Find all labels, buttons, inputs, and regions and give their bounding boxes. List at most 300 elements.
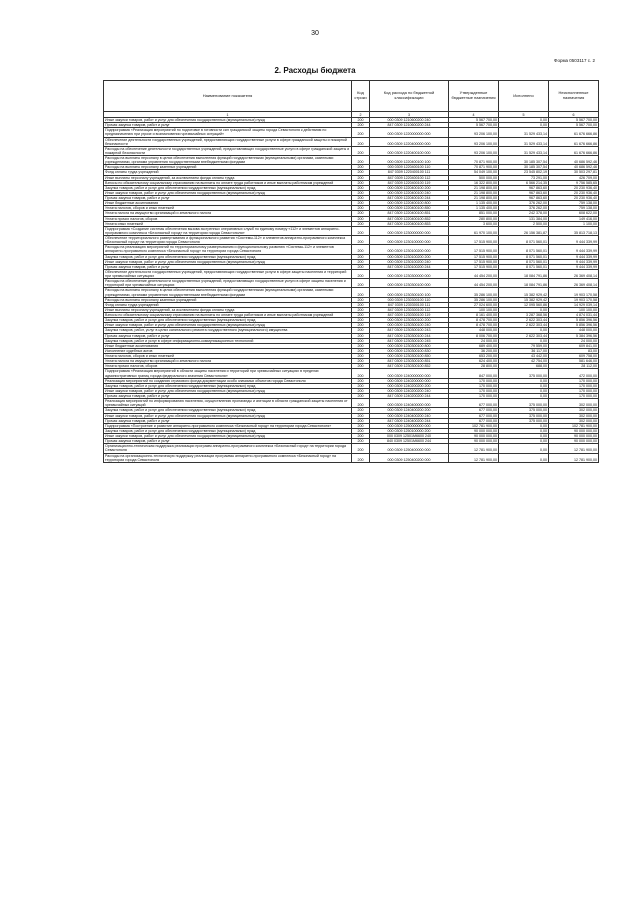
row-executed: 23 545 802,19 (499, 170, 549, 175)
row-line-code: 200 (352, 165, 370, 170)
row-line-code: 200 (352, 190, 370, 195)
row-name: Расходы на выплаты персоналу в целях обеспечения выполнения функций государственными (муниципальными) органами, казенными учреждениями, органами управления государственными внебюджетными фондами (104, 156, 352, 165)
row-budget-code: 000 0309 1240200200 240 (370, 388, 449, 393)
row-approved: 35 286 100,00 (449, 288, 499, 297)
row-line-code: 200 (352, 383, 370, 388)
row-budget-code: 000 0309 1230300100 800 (370, 343, 449, 348)
row-approved: 17 515 900,00 (449, 245, 499, 254)
row-executed: 18 084 791,86 (499, 279, 549, 288)
expenses-table (103, 80, 599, 463)
row-approved: 28 800,00 (449, 364, 499, 369)
row-budget-code: 840 0309 12501М6600 244 (370, 439, 449, 444)
row-line-code: 200 (352, 170, 370, 175)
row-budget-code: 847 0309 1220400100 119 (370, 180, 449, 185)
row-line-code: 200 (352, 439, 370, 444)
row-budget-code: 000 0309 1230100200 000 (370, 245, 449, 254)
row-name: Иные бюджетные ассигнования (104, 343, 352, 348)
row-name: Подпрограмма «Реализация мероприятий по подготовке в готовности сил гражданской защиты города Севастополя к действиям по предназначению при угрозе и возникновении чрезвычайных ситуаций» (104, 128, 352, 137)
table-row (104, 399, 599, 408)
row-line-code: 200 (352, 348, 370, 353)
row-line-code: 200 (352, 399, 370, 408)
row-line-code: 200 (352, 254, 370, 259)
row-line-code: 200 (352, 297, 370, 302)
row-approved: 61 970 100,00 (449, 226, 499, 235)
row-approved: 17 515 900,00 (449, 254, 499, 259)
row-unexecuted: 100 100,00 (549, 307, 599, 312)
row-budget-code: 000 0309 1220000000 000 (370, 128, 449, 137)
row-unexecuted: 170 000,00 (549, 383, 599, 388)
row-approved: 93 206 100,00 (449, 137, 499, 146)
row-executed: 8 071 560,01 (499, 264, 549, 269)
row-line-code: 200 (352, 128, 370, 137)
row-budget-code: 000 0309 1220400100 240 (370, 190, 449, 195)
table-row (104, 245, 599, 254)
row-approved: 17 515 900,00 (449, 259, 499, 264)
row-line-code: 200 (352, 364, 370, 369)
row-executed: 0,00 (499, 388, 549, 393)
row-executed: 8 071 560,01 (499, 245, 549, 254)
row-approved: 93 206 100,00 (449, 146, 499, 155)
row-unexecuted: 26 369 408,14 (549, 269, 599, 278)
row-approved: 8 478 700,00 (449, 323, 499, 328)
row-approved: 90 000 000,00 (449, 428, 499, 433)
row-executed: 31 529 433,14 (499, 137, 549, 146)
row-name: Уплата прочих налогов, сборов (104, 216, 352, 221)
row-executed: 31 529 433,14 (499, 146, 549, 155)
row-budget-code: 000 0309 1210600200 240 (370, 118, 449, 123)
row-unexecuted: 90 000 000,00 (549, 428, 599, 433)
row-budget-code: 000 0309 1230000000 000 (370, 226, 449, 235)
row-executed: 30 185 307,54 (499, 165, 549, 170)
row-budget-code: 000 0309 1220400100 800 (370, 201, 449, 206)
row-approved: 44 454 200,00 (449, 279, 499, 288)
row-budget-code: 847 0309 1220400100 853 (370, 221, 449, 226)
row-approved: 170 000,00 (449, 383, 499, 388)
row-line-code: 200 (352, 279, 370, 288)
row-name: Уплата иных платежей (104, 221, 352, 226)
header-approved: Утвержденные бюджетные назначения (449, 81, 499, 112)
row-unexecuted: 5 567 700,00 (549, 123, 599, 128)
row-unexecuted: 14 929 039,14 (549, 302, 599, 307)
row-unexecuted: 4 874 031,44 (549, 313, 599, 318)
row-budget-code: 847 0309 1230300100 245 (370, 338, 449, 343)
row-executed: 0,00 (499, 394, 549, 399)
row-executed: 967 863,60 (499, 196, 549, 201)
row-name: Иные закупки товаров, работ и услуг для обеспечения государственных (муниципальных) нужд (104, 190, 352, 195)
col-number: 3 (370, 112, 449, 118)
row-approved: 17 515 900,00 (449, 264, 499, 269)
row-budget-code: 000 0309 1250000000 000 (370, 423, 449, 428)
row-approved: 35 286 100,00 (449, 297, 499, 302)
row-budget-code: 000 0309 1220400100 100 (370, 156, 449, 165)
row-budget-code: 000 0309 1240200000 000 (370, 378, 449, 383)
row-approved: 677 000,00 (449, 418, 499, 423)
row-approved: 677 000,00 (449, 399, 499, 408)
row-approved: 100 100,00 (449, 307, 499, 312)
row-unexecuted: 20 230 936,40 (549, 185, 599, 190)
row-approved: 500 000,00 (449, 175, 499, 180)
row-unexecuted: 28 112,00 (549, 364, 599, 369)
row-executed: 242 378,00 (499, 211, 549, 216)
row-executed: 73 291,00 (499, 175, 549, 180)
row-unexecuted: 609 841,00 (549, 343, 599, 348)
row-line-code: 200 (352, 378, 370, 383)
row-approved: 653 200,00 (449, 354, 499, 359)
row-approved: 21 198 800,00 (449, 185, 499, 190)
row-unexecuted: 759 138,00 (549, 206, 599, 211)
row-approved: 17 515 900,00 (449, 236, 499, 245)
row-approved: 54 049 100,00 (449, 170, 499, 175)
row-name: Уплата налога на имущество организаций и земельного налога (104, 359, 352, 364)
row-unexecuted: 19 903 170,58 (549, 297, 599, 302)
row-unexecuted: 472 000,00 (549, 369, 599, 378)
row-name: Расходы на обеспечение деятельности государственных учреждений, предоставляющих государственные услуги в сфере гражданской защиты и пожарной безопасности (104, 146, 352, 155)
row-line-code: 200 (352, 369, 370, 378)
row-budget-code: 000 0309 1230300100 110 (370, 297, 449, 302)
row-unexecuted: 5 856 396,56 (549, 318, 599, 323)
row-name: Прочая закупка товаров, работ и услуг (104, 418, 352, 423)
row-approved: 12 781 900,00 (449, 444, 499, 453)
table-row (104, 137, 599, 146)
row-approved: 170 000,00 (449, 394, 499, 399)
row-approved: 8 006 700,00 (449, 333, 499, 338)
row-line-code: 200 (352, 185, 370, 190)
row-name: Иные закупки товаров, работ и услуг для обеспечения государственных (муниципальных) нужд (104, 388, 352, 393)
row-unexecuted: 759 138,00 (549, 201, 599, 206)
row-budget-code: 847 0309 1240200200 244 (370, 394, 449, 399)
row-line-code: 200 (352, 118, 370, 123)
row-name: Расходы на обеспечение деятельности государственных учреждений, предоставляющих государственные услуги в сфере защиты населения и территорий при чрезвычайных ситуациях (104, 279, 352, 288)
table-row (104, 453, 599, 462)
row-unexecuted: 83,00 (549, 348, 599, 353)
row-line-code: 200 (352, 428, 370, 433)
row-unexecuted: 170 000,00 (549, 378, 599, 383)
row-unexecuted: 581 646,00 (549, 359, 599, 364)
row-name: Закупка товаров, работ и услуг для обеспечения государственных (муниципальных) нужд (104, 318, 352, 323)
row-budget-code: 847 0309 1230300100 119 (370, 313, 449, 318)
row-unexecuted: 609 758,00 (549, 354, 599, 359)
row-line-code: 200 (352, 338, 370, 343)
row-unexecuted: 5 567 700,00 (549, 118, 599, 123)
row-name: Расходы на выплаты персоналу в целях обеспечения выполнения функций государственными (муниципальными) органами, казенными учреждениями, органами управления государственными внебюджетными фондами (104, 288, 352, 297)
row-unexecuted: 35 813 718,13 (549, 226, 599, 235)
row-name: Расходы на реализацию мероприятий по территориальному развертыванию и функциональному развитию «Системы-112» и элементов аппаратно-программного комплекса «Безопасный город» на территории города Севастополя (104, 245, 352, 254)
row-budget-code: 847 0309 1220400100 852 (370, 216, 449, 221)
row-name: Фонд оплаты труда учреждений (104, 302, 352, 307)
row-budget-code: 847 0309 1220400100 111 (370, 170, 449, 175)
row-executed: 43 442,00 (499, 354, 549, 359)
row-name: Иные закупки товаров, работ и услуг для обеспечения государственных (муниципальных) нужд (104, 434, 352, 439)
row-approved: 1 135 400,00 (449, 201, 499, 206)
row-budget-code: 847 0309 1230100200 244 (370, 264, 449, 269)
row-unexecuted: 102 781 900,00 (549, 423, 599, 428)
header-unexecuted: Неисполненные назначения (549, 81, 599, 112)
row-line-code: 200 (352, 245, 370, 254)
row-approved: 36 200,00 (449, 348, 499, 353)
row-unexecuted: 9 444 339,99 (549, 264, 599, 269)
header-name: Наименование показателя (104, 81, 352, 112)
row-line-code: 200 (352, 307, 370, 312)
row-unexecuted: 30 503 297,81 (549, 170, 599, 175)
row-budget-code: 847 0309 1230300100 244 (370, 333, 449, 338)
row-approved: 5 567 700,00 (449, 123, 499, 128)
row-budget-code: 000 0309 1230300100 200 (370, 318, 449, 323)
table-row (104, 146, 599, 155)
row-budget-code: 847 0309 1230300100 243 (370, 328, 449, 333)
row-executed: 2 622 303,44 (499, 323, 549, 328)
table-row (104, 369, 599, 378)
row-executed: 375 000,00 (499, 369, 549, 378)
row-executed: 0,00 (499, 439, 549, 444)
row-name: Иные закупки товаров, работ и услуг для обеспечения государственных (муниципальных) нужд (104, 323, 352, 328)
row-unexecuted: 90 000 000,00 (549, 434, 599, 439)
row-unexecuted: 149 416,00 (549, 216, 599, 221)
row-executed: 376 262,00 (499, 206, 549, 211)
row-budget-code: 000 0309 1250100000 200 (370, 428, 449, 433)
row-executed: 2 622 303,44 (499, 318, 549, 323)
row-name: Подпрограмма «Создание системы обеспечения вызова экстренных оперативных служб по единому номеру «112» и элементов аппаратно-программного комплекса «Безопасный город» на территории города Севастополя» (104, 226, 352, 235)
row-budget-code: 000 0309 1230100200 200 (370, 254, 449, 259)
row-line-code: 200 (352, 288, 370, 297)
row-budget-code: 000 0309 1230300100 100 (370, 288, 449, 297)
row-name: Закупка товаров, работ, услуг в целях капитального ремонта государственного (муниципального) имущества (104, 328, 352, 333)
row-unexecuted: 448 000,00 (549, 328, 599, 333)
row-line-code: 200 (352, 180, 370, 185)
col-number: 2 (352, 112, 370, 118)
row-executed: 375 000,00 (499, 408, 549, 413)
row-unexecuted: 12 781 900,00 (549, 453, 599, 462)
row-unexecuted: 170 000,00 (549, 394, 599, 399)
row-name: Организационно-техническая поддержка реализации программ аппаратно-программного комплекса «Безопасный город» на территории города Севастополя (104, 444, 352, 453)
row-budget-code: 000 0309 1220400100 110 (370, 165, 449, 170)
row-budget-code: 000 0309 1230300000 000 (370, 269, 449, 278)
row-name: Закупка товаров, работ и услуг для обеспечения государственных (муниципальных) нужд (104, 428, 352, 433)
row-budget-code: 847 0309 1210600200 244 (370, 123, 449, 128)
row-budget-code: 000 0309 1230300100 000 (370, 279, 449, 288)
row-unexecuted: 40 686 592,46 (549, 165, 599, 170)
row-executed: 0,00 (499, 434, 549, 439)
row-unexecuted: 20 230 936,40 (549, 196, 599, 201)
row-name: Иные закупки товаров, работ и услуг для обеспечения государственных (муниципальных) нужд (104, 413, 352, 418)
row-executed: 0,00 (499, 423, 549, 428)
row-approved: 21 198 800,00 (449, 196, 499, 201)
row-unexecuted: 302 000,00 (549, 413, 599, 418)
row-line-code: 200 (352, 236, 370, 245)
row-executed: 30 185 307,54 (499, 156, 549, 165)
row-line-code: 200 (352, 388, 370, 393)
row-unexecuted: 1 100,00 (549, 221, 599, 226)
row-name: Прочая закупка товаров, работ и услуг (104, 439, 352, 444)
row-executed: 0,00 (499, 383, 549, 388)
row-executed: 8 071 560,01 (499, 236, 549, 245)
row-unexecuted: 61 676 666,86 (549, 128, 599, 137)
row-executed: 12 095 560,86 (499, 302, 549, 307)
row-approved: 44 454 200,00 (449, 269, 499, 278)
row-approved: 448 000,00 (449, 328, 499, 333)
row-line-code: 200 (352, 423, 370, 428)
row-executed: 967 863,60 (499, 185, 549, 190)
row-line-code: 200 (352, 123, 370, 128)
row-line-code: 200 (352, 221, 370, 226)
row-unexecuted: 26 369 408,14 (549, 279, 599, 288)
row-executed: 42 754,00 (499, 359, 549, 364)
row-executed: 8 071 560,01 (499, 254, 549, 259)
row-executed: 0,00 (499, 338, 549, 343)
row-executed: 3 287 368,56 (499, 313, 549, 318)
row-executed: 2 622 303,44 (499, 333, 549, 338)
table-row (104, 226, 599, 235)
row-executed: 0,00 (499, 428, 549, 433)
row-unexecuted: 170 000,00 (549, 388, 599, 393)
row-unexecuted: 302 000,00 (549, 418, 599, 423)
table-row (104, 444, 599, 453)
row-approved: 3 600,00 (449, 221, 499, 226)
row-line-code: 200 (352, 156, 370, 165)
row-line-code: 200 (352, 226, 370, 235)
row-name: Расходы на организационно-техническую поддержку реализации программы аппаратно-программного комплекса «Безопасный город» на территории города Севастополя (104, 453, 352, 462)
row-line-code: 200 (352, 434, 370, 439)
row-line-code: 200 (352, 269, 370, 278)
form-label: Форма 0503117 с. 2 (554, 58, 595, 63)
table-header-row (104, 81, 599, 112)
row-executed: 0,00 (499, 444, 549, 453)
row-budget-code: 847 0309 1230300100 851 (370, 359, 449, 364)
row-approved: 5 567 700,00 (449, 118, 499, 123)
row-executed: 375 000,00 (499, 399, 549, 408)
row-executed: 79 559,00 (499, 343, 549, 348)
row-approved: 90 000 000,00 (449, 439, 499, 444)
table-body (104, 118, 599, 463)
row-executed: 0,00 (499, 328, 549, 333)
row-name: Уплата налога на имущество организаций и земельного налога (104, 211, 352, 216)
row-approved: 847 000,00 (449, 369, 499, 378)
row-executed: 31 529 433,14 (499, 128, 549, 137)
row-executed: 0,00 (499, 378, 549, 383)
row-name: Фонд оплаты труда учреждений (104, 170, 352, 175)
row-approved: 1 135 400,00 (449, 206, 499, 211)
row-executed: 15 382 929,42 (499, 297, 549, 302)
row-name: Обеспечение деятельности государственных учреждений, предоставляющих государственные услуги в сфере гражданской защиты и пожарной безопасности (104, 137, 352, 146)
row-name: Обеспечение деятельности государственных учреждений, предоставляющих государственные услуги в сфере защиты населения и территорий при чрезвычайных ситуациях (104, 269, 352, 278)
row-approved: 280 800,00 (449, 216, 499, 221)
row-name: Иные выплаты персоналу учреждений, за исключением фонда оплаты труда (104, 175, 352, 180)
row-unexecuted: 61 676 666,86 (549, 137, 599, 146)
row-budget-code: 000 0309 12501М6600 240 (370, 434, 449, 439)
row-executed: 0,00 (499, 123, 549, 128)
row-budget-code: 000 0309 1220400100 850 (370, 206, 449, 211)
row-budget-code: 000 0309 1230300100 850 (370, 354, 449, 359)
row-budget-code: 000 0309 1250400200 000 (370, 453, 449, 462)
row-name: Расходы на выплаты персоналу казенных учреждений (104, 165, 352, 170)
row-budget-code: 847 0309 1220400100 112 (370, 175, 449, 180)
row-executed: 6 566 214,35 (499, 180, 549, 185)
row-name: Уплата налогов, сборов и иных платежей (104, 354, 352, 359)
row-executed: 688,00 (499, 364, 549, 369)
row-approved: 102 781 900,00 (449, 423, 499, 428)
row-unexecuted: 9 444 339,99 (549, 259, 599, 264)
row-executed: 375 000,00 (499, 418, 549, 423)
row-budget-code: 847 0309 1220400100 851 (370, 211, 449, 216)
row-line-code: 200 (352, 394, 370, 399)
row-line-code: 200 (352, 453, 370, 462)
row-unexecuted: 302 000,00 (549, 399, 599, 408)
row-unexecuted: 24 000,00 (549, 338, 599, 343)
row-name: Иные закупки товаров, работ и услуг для обеспечения государственных (муниципальных) нужд (104, 259, 352, 264)
row-budget-code: 847 0309 1230300100 111 (370, 302, 449, 307)
document-title: 2. Расходы бюджета (274, 66, 356, 75)
row-name: Прочая закупка товаров, работ и услуг (104, 123, 352, 128)
row-approved: 677 000,00 (449, 408, 499, 413)
table-row (104, 236, 599, 245)
page-number: 30 (311, 30, 319, 37)
row-approved: 689 400,00 (449, 343, 499, 348)
row-name: Иные выплаты персоналу учреждений, за исключением фонда оплаты труда (104, 307, 352, 312)
row-approved: 624 400,00 (449, 359, 499, 364)
row-unexecuted: 40 686 592,46 (549, 156, 599, 165)
row-name: Реализация мероприятий по информированию населения, осуществлению пропаганды и агитации в области гражданской защиты населения от чрезвычайных ситуаций (104, 399, 352, 408)
col-number: 4 (449, 112, 499, 118)
row-line-code: 200 (352, 313, 370, 318)
row-approved: 677 000,00 (449, 413, 499, 418)
row-approved: 170 000,00 (449, 378, 499, 383)
row-line-code: 200 (352, 444, 370, 453)
row-executed: 967 863,60 (499, 190, 549, 195)
row-line-code: 200 (352, 333, 370, 338)
row-approved: 8 478 700,00 (449, 318, 499, 323)
table-row (104, 279, 599, 288)
row-name: Взносы по обязательному социальному страхованию на выплаты по оплате труда работников и иные выплаты работникам учреждений (104, 180, 352, 185)
row-unexecuted: 12 781 900,00 (549, 444, 599, 453)
table-row (104, 128, 599, 137)
row-budget-code: 000 0309 1220400000 000 (370, 137, 449, 146)
row-budget-code: 847 0309 1220400100 244 (370, 196, 449, 201)
table-row (104, 288, 599, 297)
row-unexecuted: 426 709,00 (549, 175, 599, 180)
header-line-code: Код строки (352, 81, 370, 112)
row-line-code: 200 (352, 413, 370, 418)
row-budget-code: 847 0309 1230300100 112 (370, 307, 449, 312)
row-budget-code: 000 0309 1230300100 240 (370, 323, 449, 328)
header-budget-code: Код расхода по бюджетной классификации (370, 81, 449, 112)
row-executed: 131 384,00 (499, 216, 549, 221)
row-budget-code: 000 0309 1220400100 200 (370, 185, 449, 190)
row-name: Исполнение судебных актов (104, 348, 352, 353)
row-name: Закупка товаров, работ и услуг для обеспечения государственных (муниципальных) нужд (104, 408, 352, 413)
row-executed: 0,00 (499, 307, 549, 312)
row-line-code: 200 (352, 328, 370, 333)
row-executed: 36 117,00 (499, 348, 549, 353)
row-line-code: 200 (352, 196, 370, 201)
row-approved: 851 000,00 (449, 211, 499, 216)
row-name: Иные бюджетные ассигнования (104, 201, 352, 206)
row-name: Закупка товаров, работ и услуг в сфере информационно-коммуникационных технологий (104, 338, 352, 343)
row-line-code: 200 (352, 359, 370, 364)
row-unexecuted: 5 384 396,56 (549, 333, 599, 338)
row-line-code: 200 (352, 354, 370, 359)
row-unexecuted: 9 444 339,99 (549, 254, 599, 259)
row-executed: 375 000,00 (499, 413, 549, 418)
row-budget-code: 000 0309 1240000000 000 (370, 369, 449, 378)
row-executed: 0,00 (499, 118, 549, 123)
row-line-code: 200 (352, 259, 370, 264)
row-executed: 2 500,00 (499, 221, 549, 226)
row-unexecuted: 9 444 339,99 (549, 245, 599, 254)
row-approved: 24 000,00 (449, 338, 499, 343)
row-name: Прочая закупка товаров, работ и услуг (104, 333, 352, 338)
row-unexecuted: 9 444 339,99 (549, 236, 599, 245)
row-line-code: 200 (352, 146, 370, 155)
row-approved: 8 161 400,00 (449, 313, 499, 318)
